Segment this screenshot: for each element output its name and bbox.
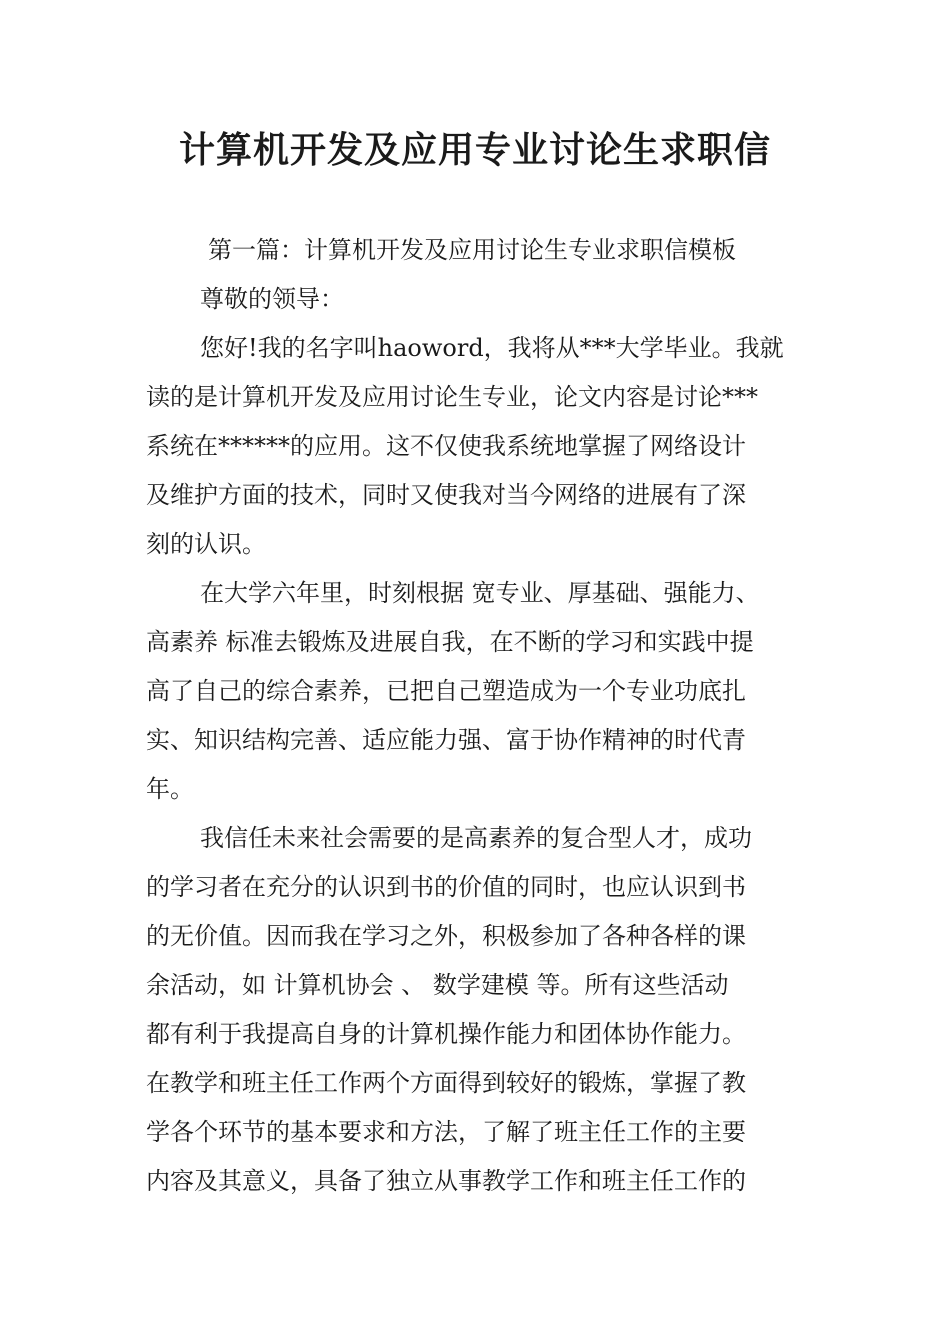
paragraph-line: 的无价值。因而我在学习之外，积极参加了各种各样的课: [146, 922, 746, 950]
paragraph-line: 系统在******的应用。这不仅使我系统地掌握了网络设计: [146, 432, 746, 460]
paragraph-line: 及维护方面的技术，同时又使我对当今网络的进展有了深: [146, 481, 746, 509]
paragraph-line: 实、知识结构完善、适应能力强、富于协作精神的时代青: [146, 726, 746, 754]
section-heading: 第一篇：计算机开发及应用讨论生专业求职信模板: [208, 236, 736, 264]
paragraph-line: 刻的认识。: [146, 530, 266, 558]
paragraph-line: 读的是计算机开发及应用讨论生专业，论文内容是讨论***: [146, 383, 758, 411]
paragraph-line: 您好!我的名字叫haoword，我将从***大学毕业。我就: [200, 334, 784, 362]
paragraph-line: 年。: [146, 775, 194, 803]
paragraph-line: 高素养 标准去锻炼及进展自我，在不断的学习和实践中提: [146, 628, 754, 656]
document-body: [146, 226, 810, 1206]
paragraph-line: 都有利于我提高自身的计算机操作能力和团体协作能力。: [146, 1020, 746, 1048]
salutation: 尊敬的领导：: [200, 285, 344, 313]
paragraph-line: 内容及其意义，具备了独立从事教学工作和班主任工作的: [146, 1167, 746, 1195]
paragraph-line: 在大学六年里，时刻根据 宽专业、厚基础、强能力、: [200, 579, 760, 607]
paragraph-line: 余活动，如 计算机协会 、 数学建模 等。所有这些活动: [146, 971, 729, 999]
page-title: 计算机开发及应用专业讨论生求职信: [178, 129, 771, 171]
paragraph-line: 高了自己的综合素养，已把自己塑造成为一个专业功底扎: [146, 677, 746, 705]
paragraph-line: 我信任未来社会需要的是高素养的复合型人才，成功: [200, 824, 752, 852]
paragraph-line: 的学习者在充分的认识到书的价值的同时，也应认识到书: [146, 873, 746, 901]
paragraph-line: 学各个环节的基本要求和方法，了解了班主任工作的主要: [146, 1118, 746, 1146]
paragraph-line: 在教学和班主任工作两个方面得到较好的锻炼，掌握了教: [146, 1069, 746, 1097]
